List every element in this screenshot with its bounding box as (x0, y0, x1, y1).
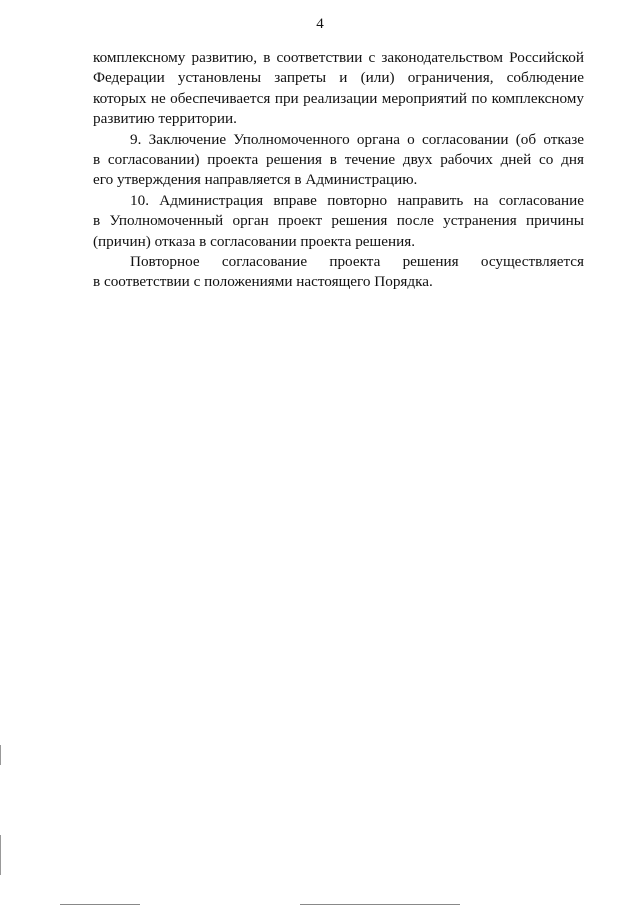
scan-edge-mark (0, 835, 1, 875)
text-line: развитию территории. (93, 110, 237, 128)
text-line: в соответствии с положениями настоящего Порядка. (93, 273, 433, 291)
text-line: комплексному развитию, в соответствии с законодательством Российской (93, 49, 584, 66)
paragraph-9-start: 9. Заключение Уполномоченного органа о согласовании (об отказе (130, 130, 584, 148)
text-line: (причин) отказа в согласовании проекта решения. (93, 232, 416, 250)
text-line: в согласовании) проекта решения в течение двух рабочих дней со дня (93, 150, 584, 168)
document-body (93, 48, 584, 293)
paragraph-10-start: 10. Администрация вправе повторно направить на согласование (130, 191, 584, 209)
text-line: Федерации установлены запреты и (или) ограничения, соблюдение (93, 69, 584, 87)
text-line: в Уполномоченный орган проект решения после устранения причины (93, 212, 584, 230)
paragraph-repeat-start: Повторное согласование проекта решения осуществляется (130, 252, 584, 270)
scan-edge-mark (0, 745, 1, 765)
text-line: которых не обеспечивается при реализации мероприятий по комплексному (93, 89, 584, 107)
page-number: 4 (316, 16, 324, 32)
text-line: его утверждения направляется в Администрацию. (93, 171, 418, 189)
